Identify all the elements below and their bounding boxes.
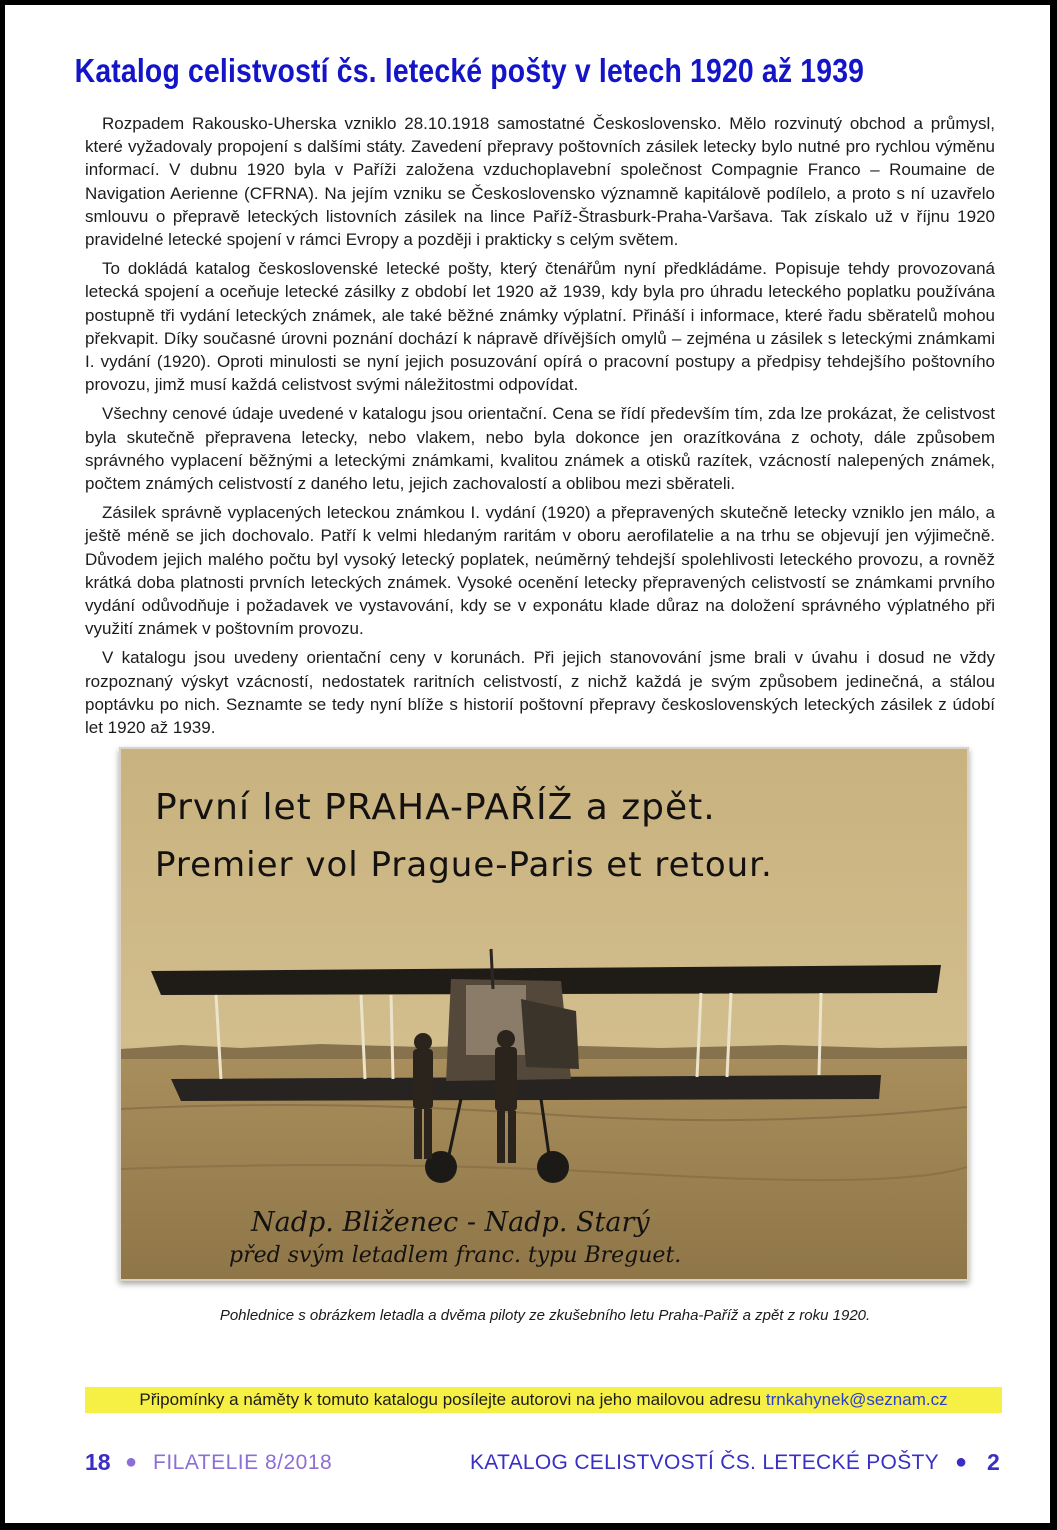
page-footer [85,1449,1000,1479]
biplane-illustration [121,749,967,1279]
page-title: Katalog celistvostí čs. letecké pošty v letech 1920 až 1939 [74,52,865,89]
page-number: 18 [85,1449,111,1475]
magazine-issue: FILATELIE 8/2018 [153,1451,333,1474]
paragraph: Rozpadem Rakousko-Uherska vzniklo 28.10.1918 samostatné Československo. Mělo rozvinutý obchod a průmysl, které vyžadovaly propojení s dalšími státy. Zavedení přepravy poštovních zásilek letecky bylo nutné pro rychlou výměnu informací. V dubnu 1920 byla v Paříži založena vzduchoplavební společnost Compagnie Franco – Roumaine de Navigation Aerienne (CFRNA). Na jejím vzniku se Československo významně kapitálově podílelo, a proto s ní uzavřelo smlouvu o přepravě leteckých listovních zásilek na lince Paříž-Štrasburk-Praha-Varšava. Tak získalo už v říjnu 1920 pravidelné letecké spojení v rámci Evropy a později i prakticky s celým světem. [85,114,995,250]
magazine-page [5,5,1050,1523]
postcard-photo [119,747,969,1281]
paragraph: To dokládá katalog československé letecké pošty, který čtenářům nyní předkládáme. Popisuje tehdy provozovaná letecká spojení a oceňuje letecké zásilky z období let 1920 až 1939, kdy byla pro úhradu leteckého poplatku používána postupně tři vydání leteckých známek, ale také běžné známky výplatní. Přináší i informace, které řadu sběratelů mohou překvapit. Díky současné úrovni poznání dochází k nápravě dřívějších omylů – zejména u zásilek s leteckými známkami I. vydání (1920). Oproti minulosti se nyní jejich posuzování opírá o pracovní postupy a předpisy tehdejšího poštovního provozu, jimž musí každá celistvost svými náležitostmi odpovídat. [85,259,995,395]
notice-text: Připomínky a náměty k tomuto katalogu posílejte autorovi na jeho mailovou adresu [139,1390,762,1409]
postcard-subheadline: Premier vol Prague-Paris et retour. [155,845,773,885]
bullet-icon: ● [125,1451,138,1473]
postcard-pilot-names: Nadp. Bliženec - Nadp. Starý [251,1207,650,1238]
bullet-icon: ● [955,1451,968,1473]
postcard-note: před svým letadlem franc. typu Breguet. [229,1243,682,1268]
contact-notice [85,1387,1002,1413]
part-number: 2 [987,1449,1000,1475]
postcard-headline: První let PRAHA-PAŘÍŽ a zpět. [155,787,716,828]
paragraph: Všechny cenové údaje uvedené v katalogu jsou orientační. Cena se řídí především tím, zda lze prokázat, že celistvost byla skutečně přepravena letecky, nebo vlakem, nebo byla dokonce jen orazítkována z ochoty, dále způsobem správného vyplacení běžnými a leteckými známkami, kvalitou známek a otisků razítek, vzácností nalepených známek, počtem známých celistvostí z daného letu, jejich zachovalostí a oblibou mezi sběrateli. [85,404,995,494]
article-body [85,112,995,745]
paragraph: V katalogu jsou uvedeny orientační ceny v korunách. Při jejich stanovování jsme brali v úvahu i dosud ne vždy rozpoznaný výskyt vzácností, nedostatek raritních celistvostí, z nichž každá je svým způsobem jedinečná, a stálou poptávku po nich. Seznamte se tedy nyní blíže s historií poštovní přepravy československých leteckých zásilek z údobí let 1920 až 1939. [85,648,995,738]
photo-caption: Pohlednice s obrázkem letadla a dvěma piloty ze zkušebního letu Praha-Paříž a zpět z roku 1920. [219,1307,871,1324]
series-title: KATALOG CELISTVOSTÍ ČS. LETECKÉ POŠTY [470,1451,939,1474]
email-link[interactable]: trnkahynek@seznam.cz [765,1390,948,1409]
paragraph: Zásilek správně vyplacených leteckou známkou I. vydání (1920) a přepravených skutečně letecky vzniklo jen málo, a ještě méně se jich dochovalo. Patří k velmi hledaným raritám v oboru aerofilatelie a na trhu se objevují jen výjimečně. Důvodem jejich malého počtu byl vysoký letecký poplatek, neúměrný tehdejší spolehlivosti leteckého provozu, a rovněž krátká doba platnosti prvních leteckých známek. Vysoké ocenění letecky přepravených celistvostí se známkami prvního vydání odůvodňuje i požadavek ve vystavování, kdy se v exponátu klade důraz na doložení správného výplatného při využití známek v poštovním provozu. [85,503,995,639]
